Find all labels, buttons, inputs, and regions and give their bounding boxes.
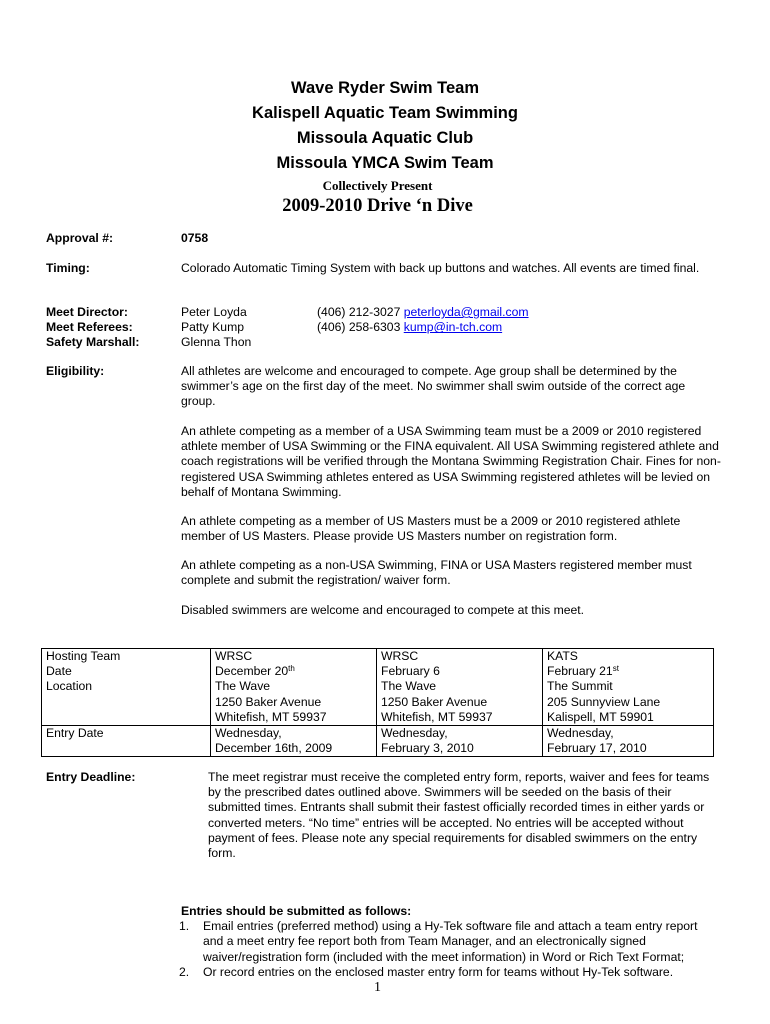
eligibility-text-5: Disabled swimmers are welcome and encouraged to compete at this meet. bbox=[181, 603, 585, 617]
officials-contacts bbox=[317, 305, 529, 335]
contact-line-2 bbox=[317, 320, 529, 335]
row-labels-cell bbox=[42, 649, 211, 726]
meet-3-cell bbox=[543, 649, 714, 726]
list-item: 2. Or record entries on the enclosed master entry form for teams without Hy-Tek software. bbox=[179, 964, 674, 979]
meet-2-entry-date: February 3, 2010 bbox=[381, 741, 474, 756]
timing-text: Colorado Automatic Timing System with back up buttons and watches. All events are timed final. bbox=[181, 261, 700, 275]
meet-3-location-1: The Summit bbox=[547, 679, 613, 694]
meet-3-date: February 21st bbox=[547, 664, 619, 679]
meet-director-label: Meet Director: bbox=[46, 305, 128, 319]
subtitle: Collectively Present bbox=[322, 178, 433, 193]
meet-1-date: December 20th bbox=[215, 664, 295, 679]
meet-3-location-2: 205 Sunnyview Lane bbox=[547, 694, 661, 709]
eligibility-label: Eligibility: bbox=[46, 364, 105, 378]
event-title: 2009-2010 Drive ‘n Dive bbox=[282, 196, 473, 216]
meet-2-host: WRSC bbox=[381, 649, 419, 663]
contact-line-1 bbox=[317, 305, 529, 320]
meet-1-location-3: Whitefish, MT 59937 bbox=[215, 709, 327, 724]
table-row bbox=[42, 649, 714, 726]
email-link-1[interactable]: peterloyda@gmail.com bbox=[403, 305, 529, 319]
entry-deadline-text: The meet registrar must receive the completed entry form, reports, waiver and fees for teams by the prescribed dates outlined above. Swimmers will be seeded on the basis of their submitted times. Entrants shall submit their fastest officially recorded times in either yards or converted meters. “No time” entries will be accepted. No entries will be accepted without payment of fees. Please note any special requirements for disabled swimmers on the entry form. bbox=[208, 770, 710, 861]
meet-3-entry-date: February 17, 2010 bbox=[547, 741, 647, 756]
eligibility-text-2: An athlete competing as a member of a USA Swimming team must be a 2009 or 2010 registered athlete member of USA Swimming or the FINA equivalent. All USA Swimming registered athlete and coach registrations will be verified through the Montana Swimming Registration Chair. Fines for non-registered USA Swimming athletes entered as USA Swimming registered athletes will be levied on behalf of Montana Swimming. bbox=[181, 424, 721, 499]
page-number: 1 bbox=[374, 980, 381, 995]
email-link-2[interactable]: kump@in-tch.com bbox=[403, 320, 503, 335]
meet-referees-label: Meet Referees: bbox=[46, 320, 133, 335]
meet-1-entry-date: December 16th, 2009 bbox=[215, 741, 333, 756]
team-name-1: Wave Ryder Swim Team bbox=[291, 79, 479, 97]
phone-1: (406) 212-3027 bbox=[317, 305, 401, 319]
location-label: Location bbox=[46, 679, 93, 694]
meet-3-host: KATS bbox=[547, 649, 578, 663]
officials-labels bbox=[46, 305, 139, 351]
eligibility-text-1: All athletes are welcome and encouraged to compete. Age group shall be determined by the swimmer’s age on the first day of the meet. No swimmer shall swim outside of the correct age group. bbox=[181, 364, 686, 409]
date-label: Date bbox=[46, 664, 72, 679]
meet-2-location-1: The Wave bbox=[381, 679, 437, 694]
table-row bbox=[42, 726, 714, 757]
entry-date-label: Entry Date bbox=[46, 726, 104, 741]
meet-2-cell bbox=[377, 649, 543, 726]
meets-table bbox=[41, 648, 714, 757]
meet-3-entry-day: Wednesday, bbox=[547, 726, 614, 741]
meet-1-host: WRSC bbox=[215, 649, 253, 663]
meet-2-entry-cell bbox=[377, 726, 543, 757]
list-item: 1. Email entries (preferred method) using a Hy-Tek software file and attach a team entry report and a meet entry fee report both from Team Manager, and an electronically signed waiver/registration form (included with the meet information) in Word or Rich Text Format; bbox=[179, 919, 698, 964]
meet-1-entry-day: Wednesday, bbox=[215, 726, 282, 741]
phone-2: (406) 258-6303 bbox=[317, 320, 401, 335]
safety-marshall-name: Glenna Thon bbox=[181, 335, 252, 350]
entry-deadline-label: Entry Deadline: bbox=[46, 770, 136, 784]
meet-1-location-1: The Wave bbox=[215, 679, 271, 694]
meet-2-location-3: Whitefish, MT 59937 bbox=[381, 709, 493, 724]
meet-2-entry-day: Wednesday, bbox=[381, 726, 448, 741]
team-name-4: Missoula YMCA Swim Team bbox=[276, 154, 494, 172]
meet-1-location-2: 1250 Baker Avenue bbox=[215, 694, 322, 709]
approval-label: Approval #: bbox=[46, 231, 114, 245]
hosting-team-label: Hosting Team bbox=[46, 649, 121, 663]
meet-1-cell bbox=[211, 649, 377, 726]
eligibility-text-3: An athlete competing as a member of US Masters must be a 2009 or 2010 registered athlete member of US Masters. Please provide US Masters number on registration form. bbox=[181, 514, 681, 544]
entries-heading: Entries should be submitted as follows: bbox=[181, 904, 412, 918]
approval-number: 0758 bbox=[181, 231, 209, 245]
team-name-3: Missoula Aquatic Club bbox=[296, 129, 474, 147]
meet-2-date: February 6 bbox=[381, 664, 440, 679]
meet-director-name: Peter Loyda bbox=[181, 305, 247, 319]
entries-section bbox=[181, 904, 711, 980]
meet-referee-name: Patty Kump bbox=[181, 320, 244, 335]
meet-3-entry-cell bbox=[543, 726, 714, 757]
entry-date-label-cell bbox=[42, 726, 211, 757]
timing-label: Timing: bbox=[46, 261, 90, 275]
entries-list bbox=[179, 919, 711, 980]
eligibility-text-4: An athlete competing as a non-USA Swimming, FINA or USA Masters registered member must complete and submit the registration/ waiver form. bbox=[181, 558, 692, 588]
meet-3-location-3: Kalispell, MT 59901 bbox=[547, 709, 654, 724]
meet-1-entry-cell bbox=[211, 726, 377, 757]
safety-marshall-label: Safety Marshall: bbox=[46, 335, 140, 350]
team-name-2: Kalispell Aquatic Team Swimming bbox=[252, 104, 518, 122]
meet-2-location-2: 1250 Baker Avenue bbox=[381, 694, 488, 709]
officials-names bbox=[181, 305, 251, 351]
